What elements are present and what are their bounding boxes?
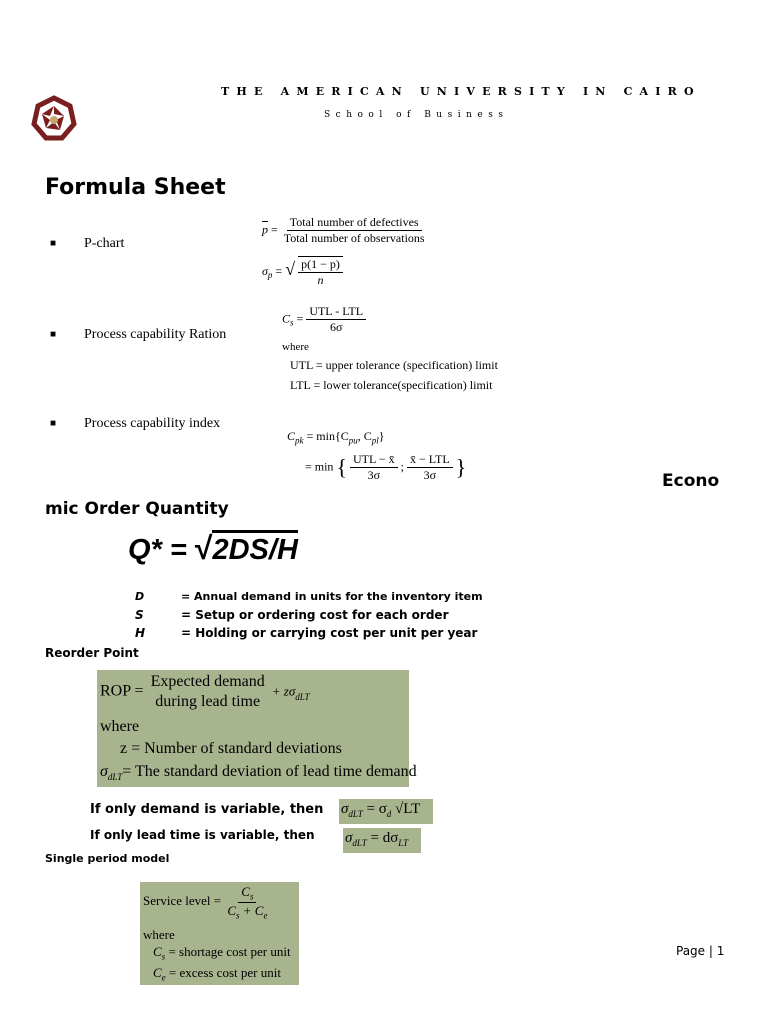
eoq-def-s <box>135 608 449 622</box>
lead-eq: = dσ <box>366 830 399 846</box>
rop-sigma-text: = The standard deviation of lead time demand <box>122 763 417 780</box>
cpk-f1-den: 3σ <box>367 468 381 482</box>
def-text: = Holding or carrying cost per unit per year <box>181 626 478 640</box>
rop-num: Expected demand <box>150 673 265 690</box>
cs-numerator: UTL - LTL <box>306 304 366 320</box>
utl-definition: UTL = upper tolerance (specification) limit <box>290 358 498 372</box>
cs-symbol: C <box>282 311 291 326</box>
rop-lhs: ROP = <box>100 682 144 700</box>
rop-den: during lead time <box>155 693 261 710</box>
capability-index-label: Process capability index <box>84 416 221 431</box>
sigma-numerator: p(1 − p) <box>298 257 343 273</box>
bullet-icon: ■ <box>50 238 57 249</box>
pchart-label: P-chart <box>84 236 125 251</box>
pbar-numerator: Total number of defectives <box>287 215 422 231</box>
cpk-formula-line2: = min { $\frac{\text{UTL − x̄}}{3\sigma}$ ; $\frac{\text{x̄ − LTL}}{3\sigma}$ } <box>305 452 467 482</box>
cpk-sub: pk <box>295 435 304 446</box>
excess-cost-line <box>153 965 281 983</box>
rop-sigma-line <box>100 763 417 782</box>
where-label: where <box>282 341 309 353</box>
demand-formula <box>341 801 420 819</box>
ce-text: = excess cost per unit <box>165 965 281 980</box>
cpk-min2: = min <box>305 459 334 474</box>
sl-den-sub1: s <box>236 910 240 921</box>
cpu-sub: pu <box>348 435 358 446</box>
cs-formula: $C_s$ = $\frac{\text{UTL - LTL}}{6\sigma}$ <box>282 304 366 335</box>
university-name: THE AMERICAN UNIVERSITY IN CAIRO <box>221 85 701 98</box>
page-number: Page | 1 <box>676 944 725 958</box>
def-symbol: H <box>135 626 146 640</box>
def-text: = Setup or ordering cost for each order <box>181 608 449 622</box>
sigma-denominator: n <box>317 273 324 287</box>
demand-sub1: dLT <box>348 809 363 819</box>
cs-sym-sub: s <box>161 951 166 962</box>
demand-sqrt: √LT <box>391 801 421 817</box>
eoq-heading-part1: Econo <box>662 471 720 491</box>
single-period-heading: Single period model <box>45 852 170 865</box>
shortage-cost-line <box>153 944 291 962</box>
demand-sigma: σ <box>341 801 349 817</box>
single-period-where: where <box>143 927 175 942</box>
rop-heading: Reorder Point <box>45 646 139 660</box>
lead-sigma: σ <box>345 830 353 846</box>
eoq-def-d <box>135 590 483 603</box>
demand-sub2: d <box>386 809 392 819</box>
eoq-lhs: Q* = <box>128 534 187 566</box>
cs-denominator: 6σ <box>329 320 343 334</box>
rop-plus: + zσ <box>271 683 296 699</box>
cpk-symbol: C <box>287 429 296 443</box>
university-logo <box>28 94 80 142</box>
rop-z-line: z = Number of standard deviations <box>120 740 342 757</box>
eoq-radicand: 2DS/H <box>212 530 297 566</box>
lead-sub1: dLT <box>352 838 367 848</box>
ltl-definition: LTL = lower tolerance(specification) limit <box>290 378 493 392</box>
cpk-f1-num: UTL − x̄ <box>350 452 398 468</box>
school-name: School of Business <box>324 110 509 120</box>
demand-eq: = σ <box>362 801 387 817</box>
sl-num: C <box>241 884 250 899</box>
ce-sym-sub: e <box>161 972 166 983</box>
sl-num-sub: s <box>249 891 254 902</box>
rop-where: where <box>100 718 140 735</box>
page-title: Formula Sheet <box>45 175 226 200</box>
cpk-sep: , C <box>357 429 372 443</box>
cpk-f2-den: 3σ <box>423 468 437 482</box>
bullet-icon: ■ <box>50 329 57 340</box>
sl-den-a: C <box>227 902 236 918</box>
cpk-min: = min{C <box>306 429 349 443</box>
cpk-formula-line1 <box>287 429 385 445</box>
def-symbol: D <box>135 590 145 603</box>
service-level-lhs: Service level = <box>143 893 222 909</box>
service-level-formula <box>143 884 270 920</box>
sl-den-b: + C <box>239 902 264 918</box>
rop-sigma-sub: dLT <box>107 772 123 783</box>
rop-formula <box>100 672 310 712</box>
eoq-heading-part2: mic Order Quantity <box>45 499 229 519</box>
cpk-f2-num: x̄ − LTL <box>407 452 453 468</box>
cs-text: = shortage cost per unit <box>165 944 291 959</box>
bullet-icon: ■ <box>50 418 57 429</box>
pbar-denominator: Total number of observations <box>283 231 425 245</box>
cs-sym: C <box>153 944 162 959</box>
lead-sub2: LT <box>398 838 409 848</box>
leadtime-variable-text: If only lead time is variable, then <box>90 828 315 842</box>
sigma-symbol: σ <box>262 263 268 278</box>
sigma-sub: p <box>267 270 273 281</box>
rop-plus-sub: dLT <box>295 691 310 702</box>
leadtime-formula <box>345 830 408 848</box>
def-symbol: S <box>135 608 144 622</box>
sl-den-sub2: e <box>263 910 268 921</box>
sigma-p-formula: $\sigma_p$ = √ $\frac{p(1 - p)}{n}$ <box>262 256 343 288</box>
ce-sym: C <box>153 965 162 980</box>
pbar-symbol: $\overline{p}$ <box>262 222 268 237</box>
eoq-formula: Q* = √2DS/H <box>128 530 298 566</box>
eoq-def-h <box>135 626 477 640</box>
cpk-brace: } <box>378 429 385 443</box>
demand-variable-text: If only demand is variable, then <box>90 802 324 817</box>
cpl-sub: pl <box>371 435 379 446</box>
def-text: = Annual demand in units for the inventory item <box>181 590 483 603</box>
rop-sigma: σ <box>100 763 108 780</box>
cs-sub: s <box>290 317 294 328</box>
capability-ratio-label: Process capability Ration <box>84 327 227 342</box>
pbar-formula: $\overline{p}$ = $\frac{\text{Total number of defectives}}{\text{Total number of observations}}$ <box>262 215 428 246</box>
